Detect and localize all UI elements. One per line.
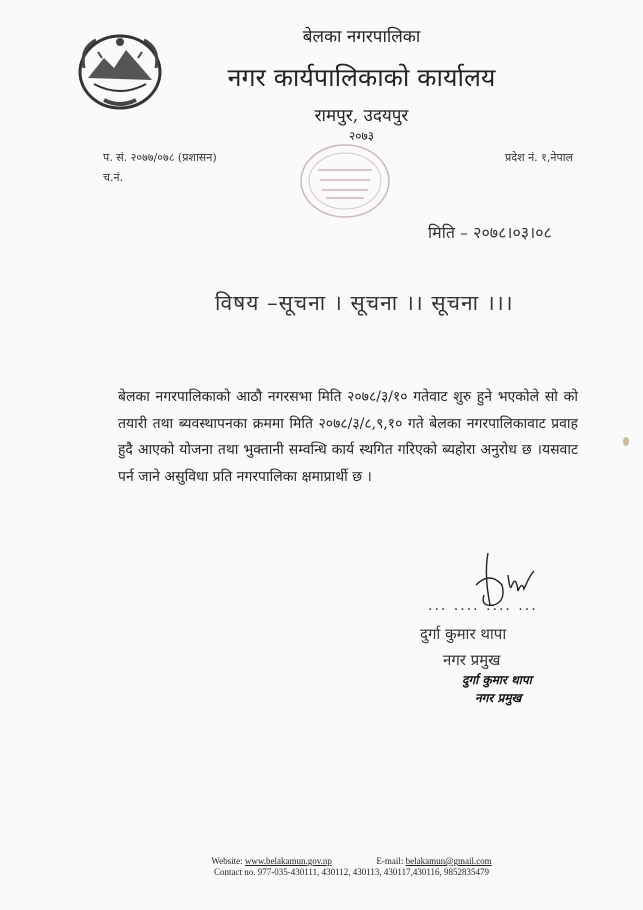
footer-phone-numbers: Contact no. 977-035-430111, 430112, 430113, 430117,430116, 9852835479 bbox=[214, 867, 489, 877]
signature-dots: ... .... .... ... bbox=[428, 598, 538, 614]
website-label: Website: bbox=[211, 856, 243, 866]
signatory-title: नगर प्रमुख bbox=[443, 651, 501, 669]
letter-body: बेलका नगरपालिकाको आठौ नगरसभा मिति २०७८/३/१० गतेवाट शुरु हुने भएकोले सो को तयारी तथा ब्यवस्थापनका क्रममा मिति २०७८/३/८,९,१० गते बेलका नगरपालिकावाट प्रवाह हुदै आएको योजना तथा भुक्तानी सम्वन्धि कार्य स्थगित गरिएको ब्यहोरा अनुरोध छ ।यसवाट पर्न जाने असुविधा प्रति नगरपालिका क्षमाप्रार्थी छ । bbox=[118, 389, 578, 485]
website-link[interactable]: www.belakamun.gov.np bbox=[244, 856, 332, 866]
scan-mark bbox=[623, 437, 629, 446]
letter-subject: विषय –सूचना । सूचना ।। सूचना ।।। bbox=[215, 291, 514, 315]
footer-contact-line bbox=[30, 856, 643, 866]
office-stamp-icon bbox=[296, 140, 394, 222]
stamp-signatory-name: दुर्गा कुमार थापा bbox=[462, 673, 532, 687]
office-address: रामपुर, उदयपुर bbox=[314, 106, 409, 126]
office-title: नगर कार्यपालिकाको कार्यालय bbox=[227, 63, 496, 92]
letter-date: मिति – २०७८।०३।०८ bbox=[428, 223, 552, 242]
stamp-signatory-title: नगर प्रमुख bbox=[475, 691, 522, 705]
email-label: E-mail: bbox=[376, 856, 404, 866]
province-label: प्रदेश नं. १,नेपाल bbox=[505, 151, 574, 164]
reference-number: प. सं. २०७७/०७८ (प्रशासन) bbox=[103, 151, 217, 164]
establishment-year: २०७३ bbox=[349, 129, 374, 143]
signatory-name: दुर्गा कुमार थापा bbox=[420, 625, 507, 643]
municipality-name: बेलका नगरपालिका bbox=[302, 27, 421, 47]
dispatch-number: च.नं. bbox=[103, 171, 124, 184]
email-link[interactable]: belakamun@gmail.com bbox=[405, 856, 492, 866]
